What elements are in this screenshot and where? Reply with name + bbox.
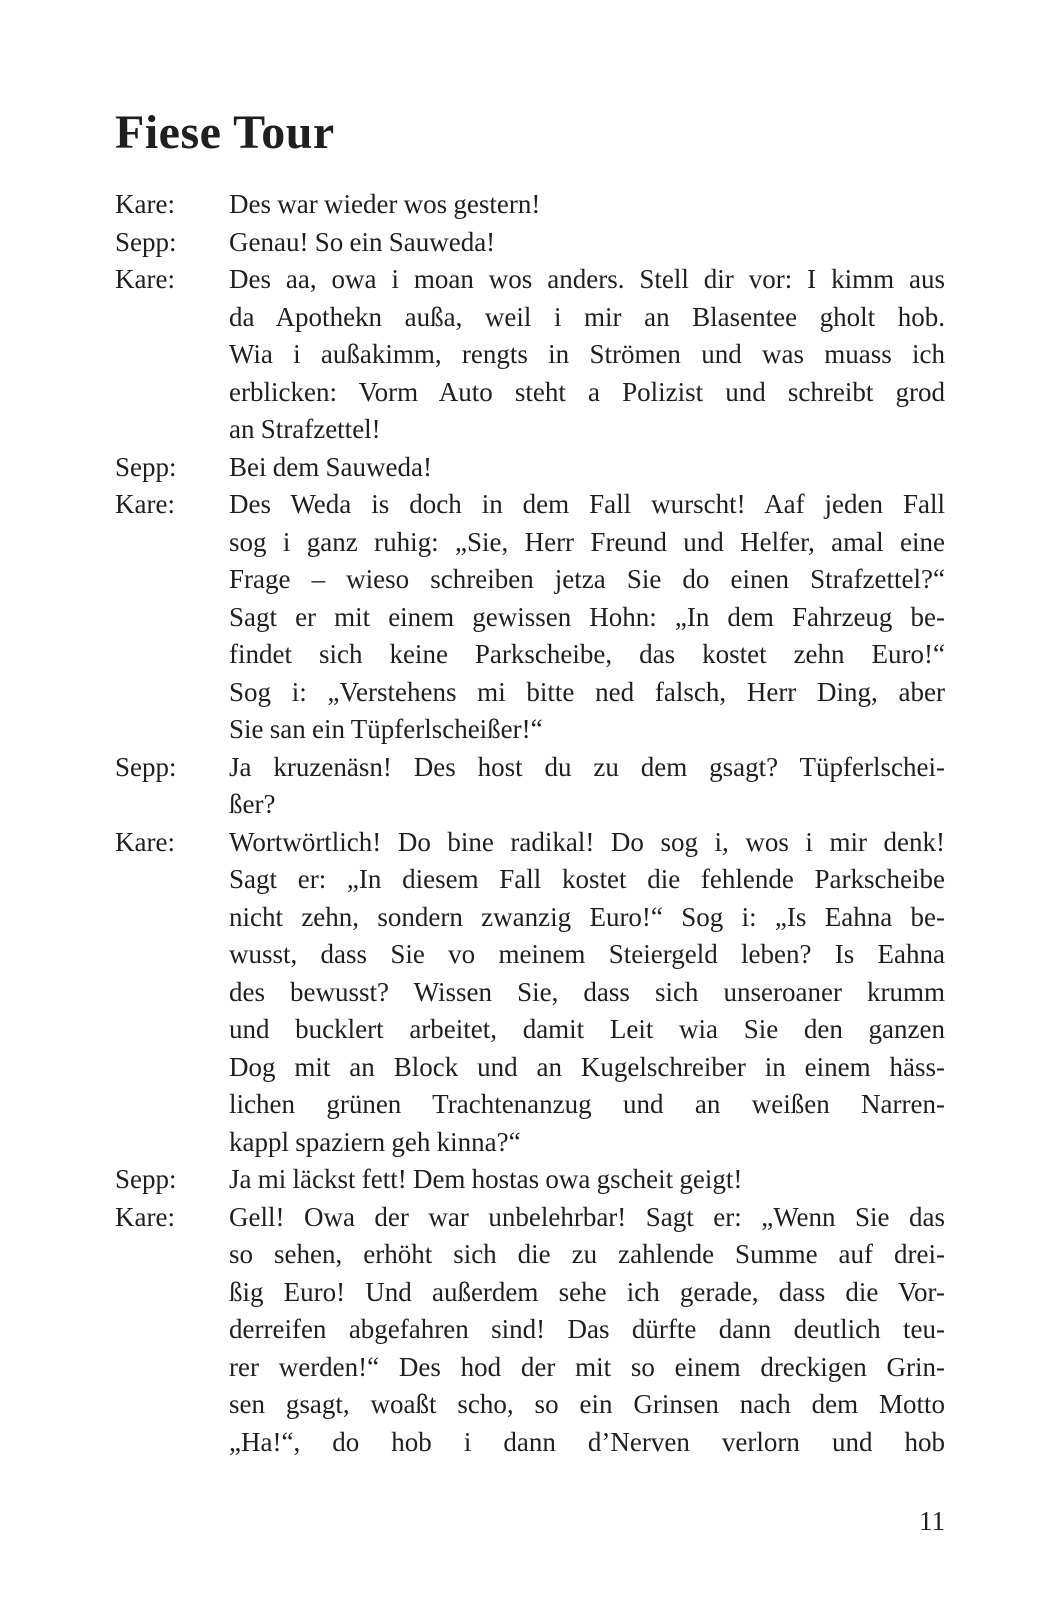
speaker-label: Sepp: <box>115 1164 177 1194</box>
speaker-label: Kare: <box>115 826 175 857</box>
dialogue-line: Ja kruzenäsn! Des host du zu dem gsagt? Tüpferlschei- <box>229 751 945 782</box>
dialogue-line: findet sich keine Parkscheibe, das kostet zehn Euro!“ <box>229 639 945 669</box>
speaker-label: Sepp: <box>115 451 177 482</box>
dialogue-entry <box>115 486 945 749</box>
dialogue-entry <box>115 824 945 1162</box>
dialogue-text <box>229 449 945 487</box>
dialogue-line: Sagt er mit einem gewissen Hohn: „In dem Fahrzeug be- <box>229 601 945 632</box>
dialogue-line: Bei dem Sauweda! <box>229 451 432 482</box>
dialogue-line: Dog mit an Block und an Kugelschreiber in einem häss- <box>229 1051 945 1082</box>
dialogue-line: Sog i: „Verstehens mi bitte ned falsch, Herr Ding, aber <box>229 676 945 707</box>
dialogue-line: und bucklert arbeitet, damit Leit wia Sie den ganzen <box>229 1014 945 1044</box>
dialogue-text <box>229 261 945 449</box>
speaker-label: Sepp: <box>115 751 177 782</box>
dialogue-line: Des aa, owa i moan wos anders. Stell dir vor: I kimm aus <box>229 264 945 294</box>
dialogue-text <box>229 1161 945 1199</box>
dialogue-text <box>229 824 945 1162</box>
dialogue-line: „Ha!“, do hob i dann d’Nerven verlorn und hob <box>229 1426 945 1457</box>
dialogue-line: derreifen abgefahren sind! Das dürfte dann deutlich teu- <box>229 1314 945 1344</box>
dialogue-line: wusst, dass Sie vo meinem Steiergeld leben? Is Eahna <box>229 939 945 969</box>
dialogue-line: Sagt er: „In diesem Fall kostet die fehlende Parkscheibe <box>229 864 945 894</box>
chapter-title: Fiese Tour <box>115 106 335 159</box>
dialogue-text <box>229 486 945 749</box>
dialogue-text <box>229 186 945 224</box>
page-number: 11 <box>919 1506 945 1536</box>
dialogue-line: nicht zehn, sondern zwanzig Euro!“ Sog i: „Is Eahna be- <box>229 901 945 932</box>
dialogue-entry <box>115 1161 945 1199</box>
dialogue-line: des bewusst? Wissen Sie, dass sich unseroaner krumm <box>229 976 945 1007</box>
dialogue-line: erblicken: Vorm Auto steht a Polizist und schreibt grod <box>229 376 945 407</box>
dialogue <box>115 186 945 1461</box>
dialogue-entry <box>115 224 945 262</box>
dialogue-entry <box>115 1199 945 1462</box>
dialogue-line: Sie san ein Tüpferlscheißer!“ <box>229 714 543 744</box>
speaker-label: Kare: <box>115 264 175 294</box>
dialogue-line: Wia i außakimm, rengts in Strömen und was muass ich <box>229 339 945 369</box>
dialogue-text <box>229 224 945 262</box>
dialogue-line: sen gsagt, woaßt scho, so ein Grinsen nach dem Motto <box>229 1389 945 1419</box>
dialogue-line: Genau! So ein Sauweda! <box>229 226 496 257</box>
dialogue-line: rer werden!“ Des hod der mit so einem dreckigen Grin- <box>229 1351 945 1382</box>
dialogue-line: lichen grünen Trachtenanzug und an weißen Narren- <box>229 1089 945 1119</box>
dialogue-entry <box>115 261 945 449</box>
dialogue-text <box>229 1199 945 1462</box>
dialogue-line: da Apothekn außa, weil i mir an Blasentee gholt hob. <box>229 301 945 332</box>
dialogue-line: sog i ganz ruhig: „Sie, Herr Freund und Helfer, amal eine <box>229 526 945 557</box>
dialogue-entry <box>115 749 945 824</box>
dialogue-entry <box>115 449 945 487</box>
speaker-label: Kare: <box>115 189 175 219</box>
dialogue-line: Frage – wieso schreiben jetza Sie do einen Strafzettel?“ <box>229 564 945 594</box>
speaker-label: Kare: <box>115 489 175 519</box>
speaker-label: Kare: <box>115 1201 175 1232</box>
dialogue-entry <box>115 186 945 224</box>
dialogue-line: ßig Euro! Und außerdem sehe ich gerade, dass die Vor- <box>229 1276 945 1307</box>
dialogue-text <box>229 749 945 824</box>
dialogue-line: Gell! Owa der war unbelehrbar! Sagt er: „Wenn Sie das <box>229 1201 945 1232</box>
dialogue-line: Des Weda is doch in dem Fall wurscht! Aaf jeden Fall <box>229 489 945 519</box>
speaker-label: Sepp: <box>115 226 177 257</box>
dialogue-line: Des war wieder wos gestern! <box>229 189 541 219</box>
dialogue-line: kappl spaziern geh kinna?“ <box>229 1126 521 1157</box>
dialogue-line: ßer? <box>229 789 276 819</box>
dialogue-line: Ja mi läckst fett! Dem hostas owa gscheit geigt! <box>229 1164 743 1194</box>
dialogue-line: an Strafzettel! <box>229 414 381 444</box>
dialogue-line: so sehen, erhöht sich die zu zahlende Summe auf drei- <box>229 1239 945 1269</box>
dialogue-line: Wortwörtlich! Do bine radikal! Do sog i, wos i mir denk! <box>229 826 945 857</box>
